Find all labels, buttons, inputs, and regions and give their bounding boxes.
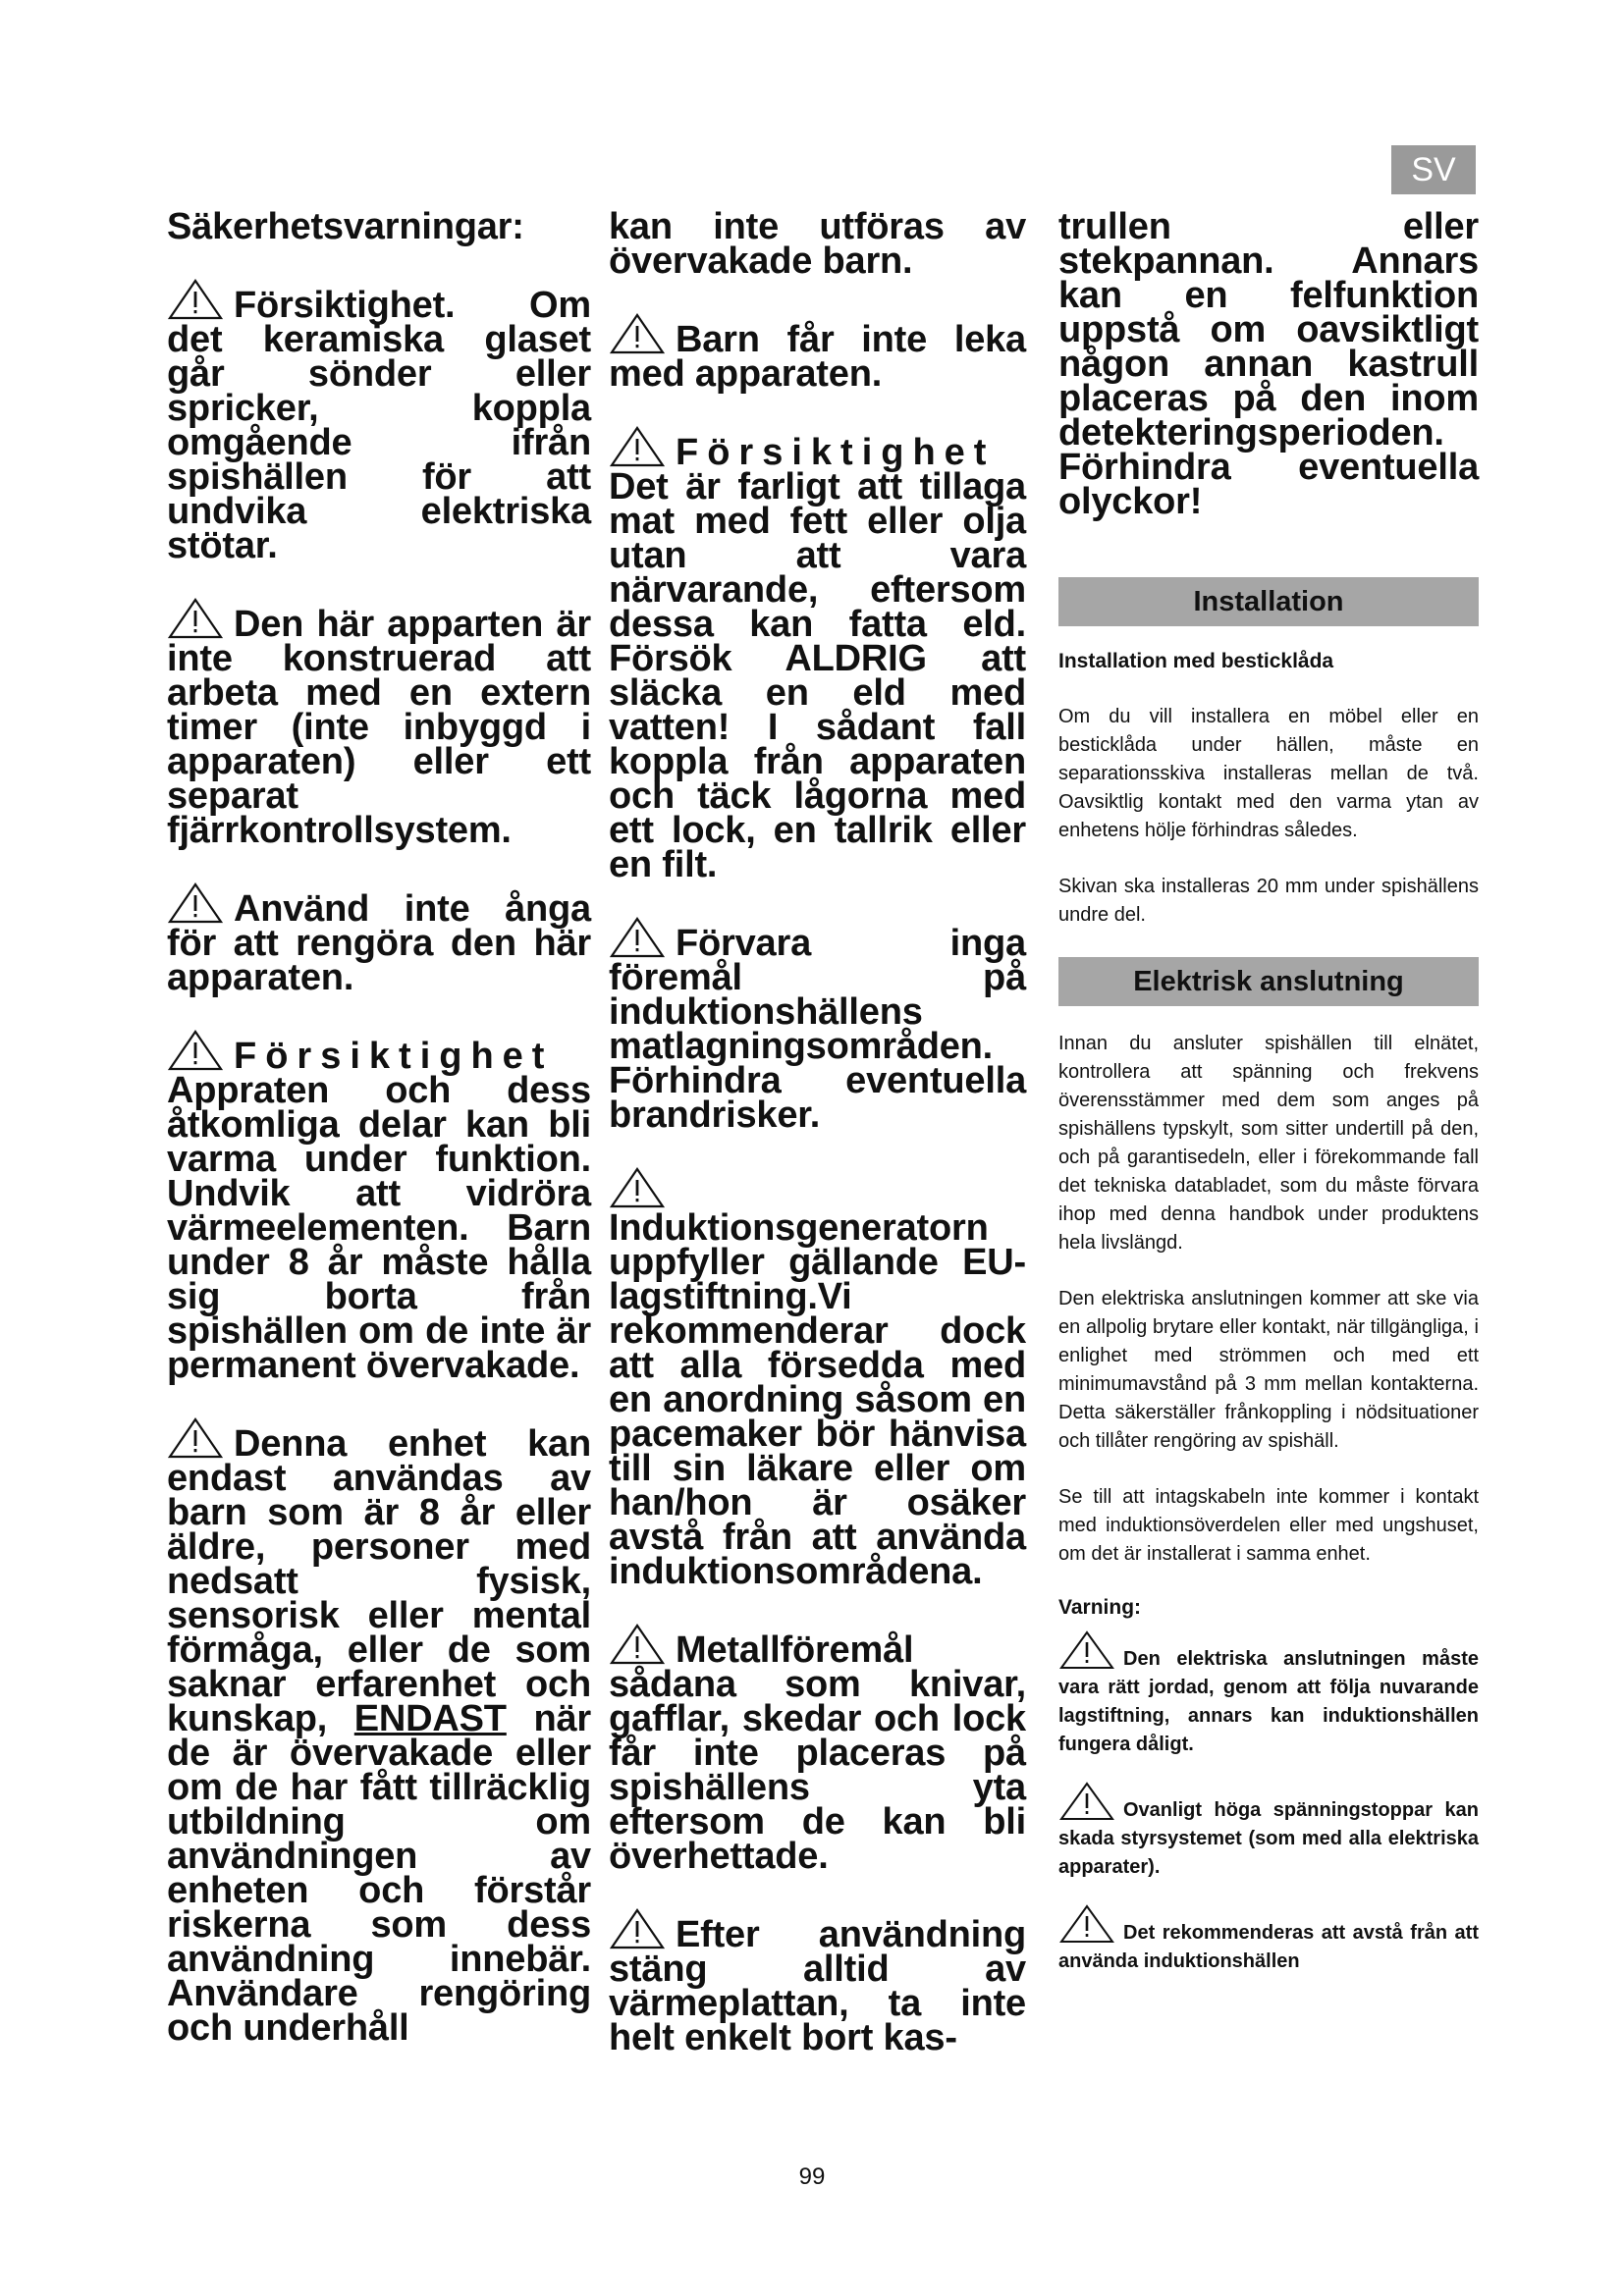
- warning-triangle-icon: [167, 881, 224, 925]
- warning-triangle-icon: [167, 278, 224, 321]
- paragraph-text: när de är övervakade eller om de har fått tillräcklig utbildning om användningen av enheten och förstår riskerna som dess användning innebär. Användare rengöring och underhåll: [167, 1698, 591, 2049]
- warning-paragraph: [609, 425, 1026, 885]
- continued-paragraph: kan inte utföras av övervakade barn.: [609, 206, 1026, 282]
- warning-text: Ovanligt höga spänningstoppar kan skada styrsystemet (som med alla elektriska apparater).: [1058, 1799, 1479, 1878]
- installation-paragraph: Om du vill installera en möbel eller en besticklåda under hällen, måste en separationsskiva installeras mellan de två. Oavsiktlig kontakt med den varma ytan av enhetens hölje förhindras således.: [1058, 706, 1479, 841]
- warning-paragraph: [167, 278, 591, 566]
- electrical-paragraph: Innan du ansluter spishällen till elnätet, kontrollera att spänning och frekvens överensstämmer med dem som anges på spishällens typskylt, som sitter undertill på den, och på garantisedeln, eller i förekommande fall det tekniska databladet, som du måste förvara ihop med denna handbok under produktens hela livslängd.: [1058, 1033, 1479, 1254]
- warning-triangle-icon: [167, 1416, 224, 1460]
- warning-triangle-icon: [1058, 1781, 1115, 1822]
- column-3: [1058, 206, 1479, 522]
- warning-triangle-icon: [609, 1907, 666, 1950]
- paragraph-text: Använd inte ånga för att rengöra den här apparaten.: [167, 888, 591, 998]
- caution-word: Försiktighet: [676, 432, 996, 473]
- electrical-section-bar: Elektrisk anslutning: [1058, 957, 1479, 1006]
- warning-paragraph: [167, 881, 591, 998]
- warning-paragraph: [609, 1166, 1026, 1592]
- paragraph-text: Efter användning stäng alltid av värmeplattan, ta inte helt enkelt bort kas-: [609, 1914, 1026, 2058]
- warning-paragraph: [167, 1416, 591, 2049]
- warning-paragraph: [609, 916, 1026, 1136]
- caution-word: Försiktighet: [234, 1036, 554, 1077]
- column-1: [167, 206, 591, 2049]
- electrical-warning: [1058, 1629, 1479, 1759]
- safety-heading: Säkerhetsvarningar:: [167, 206, 524, 247]
- electrical-warning: [1058, 1903, 1479, 1976]
- warning-triangle-icon: [1058, 1903, 1115, 1945]
- warning-paragraph: [167, 597, 591, 851]
- emphasis-text: ENDAST: [353, 1698, 507, 1739]
- warning-paragraph: [609, 1623, 1026, 1877]
- paragraph-text: Induktionsgeneratorn uppfyller gällande EU-lagstiftning.Vi rekommenderar dock att alla försedda med en anordning såsom en pacemaker bör hänvisa till sin läkare eller om han/hon är osäker avstå från att använda induktionsområdena.: [609, 1207, 1026, 1592]
- warning-triangle-icon: [167, 1029, 224, 1072]
- warning-text: Det rekommenderas att avstå från att använda induktionshällen: [1058, 1922, 1479, 1972]
- paragraph-text: Appraten och dess åtkomliga delar kan bli varma under funktion. Undvik att vidröra värmeelementen. Barn under 8 år måste hålla sig borta från spishällen om de inte är permanent övervakade.: [167, 1070, 591, 1386]
- warning-triangle-icon: [1058, 1629, 1115, 1671]
- paragraph-text: Det är farligt att tillaga mat med fett eller olja utan att vara närvarande, eftersom dessa kan fatta eld. Försök ALDRIG att släcka en eld med vatten! I sådant fall koppla från apparaten och täck lågorna med ett lock, en tallrik eller en filt.: [609, 466, 1026, 885]
- electrical-paragraph: Se till att intagskabeln inte kommer i kontakt med induktionsöverdelen eller med ungshuset, om det är installerat i samma enhet.: [1058, 1486, 1479, 1565]
- warning-paragraph: [609, 1907, 1026, 2056]
- paragraph-text: Försiktighet. Om det keramiska glaset går sönder eller spricker, koppla omgående ifrån spishällen för att undvika elektriska stötar.: [167, 285, 591, 566]
- page-number: 99: [798, 2163, 826, 2190]
- paragraph-text: Barn får inte leka med apparaten.: [609, 319, 1026, 395]
- warning-triangle-icon: [609, 1166, 666, 1209]
- language-badge: SV: [1391, 145, 1476, 194]
- warning-paragraph: [167, 1029, 591, 1386]
- paragraph-text: Denna enhet kan endast användas av barn som är 8 år eller äldre, personer med nedsatt fysisk, sensorisk eller mental förmåga, eller de som saknar erfarenhet och kunskap,: [167, 1423, 591, 1739]
- electrical-paragraph: Den elektriska anslutningen kommer att ske via en allpolig brytare eller kontakt, när tillgängliga, i enlighet med strömmen och med ett minimumavstånd på 3 mm mellan kontakterna. Detta säkerställer frånkoppling i nödsituationer och tillåter rengöring av spishäll.: [1058, 1288, 1479, 1452]
- installation-panel: [1058, 577, 1479, 1998]
- warning-label: Varning:: [1058, 1596, 1142, 1619]
- installation-subheading: Installation med besticklåda: [1058, 650, 1334, 672]
- warning-triangle-icon: [609, 425, 666, 468]
- installation-section-bar: Installation: [1058, 577, 1479, 626]
- warning-triangle-icon: [609, 312, 666, 355]
- warning-triangle-icon: [609, 916, 666, 959]
- paragraph-text: Förvara inga föremål på induktionshällens matlagningsområden. Förhindra eventuella brandrisker.: [609, 923, 1026, 1136]
- warning-triangle-icon: [609, 1623, 666, 1666]
- installation-paragraph: Skivan ska installeras 20 mm under spishällens undre del.: [1058, 876, 1479, 926]
- continued-paragraph: trullen eller stekpannan. Annars kan en felfunktion uppstå om oavsiktligt någon annan kastrull placeras på den inom detekteringsperioden. Förhindra eventuella olyckor!: [1058, 206, 1479, 522]
- electrical-warning: [1058, 1781, 1479, 1882]
- warning-triangle-icon: [167, 597, 224, 640]
- column-2: [609, 206, 1026, 2058]
- paragraph-text: Metallföremål sådana som knivar, gafflar, skedar och lock får inte placeras på spishällens yta eftersom de kan bli överhettade.: [609, 1629, 1026, 1877]
- warning-text: Den elektriska anslutningen måste vara rätt jordad, genom att följa nuvarande lagstiftning, annars kan induktionshällen fungera dåligt.: [1058, 1648, 1479, 1755]
- warning-paragraph: [609, 312, 1026, 395]
- paragraph-text: Den här apparten är inte konstruerad att arbeta med en extern timer (inte inbyggd i apparaten) eller ett separat fjärrkontrollsystem.: [167, 604, 591, 851]
